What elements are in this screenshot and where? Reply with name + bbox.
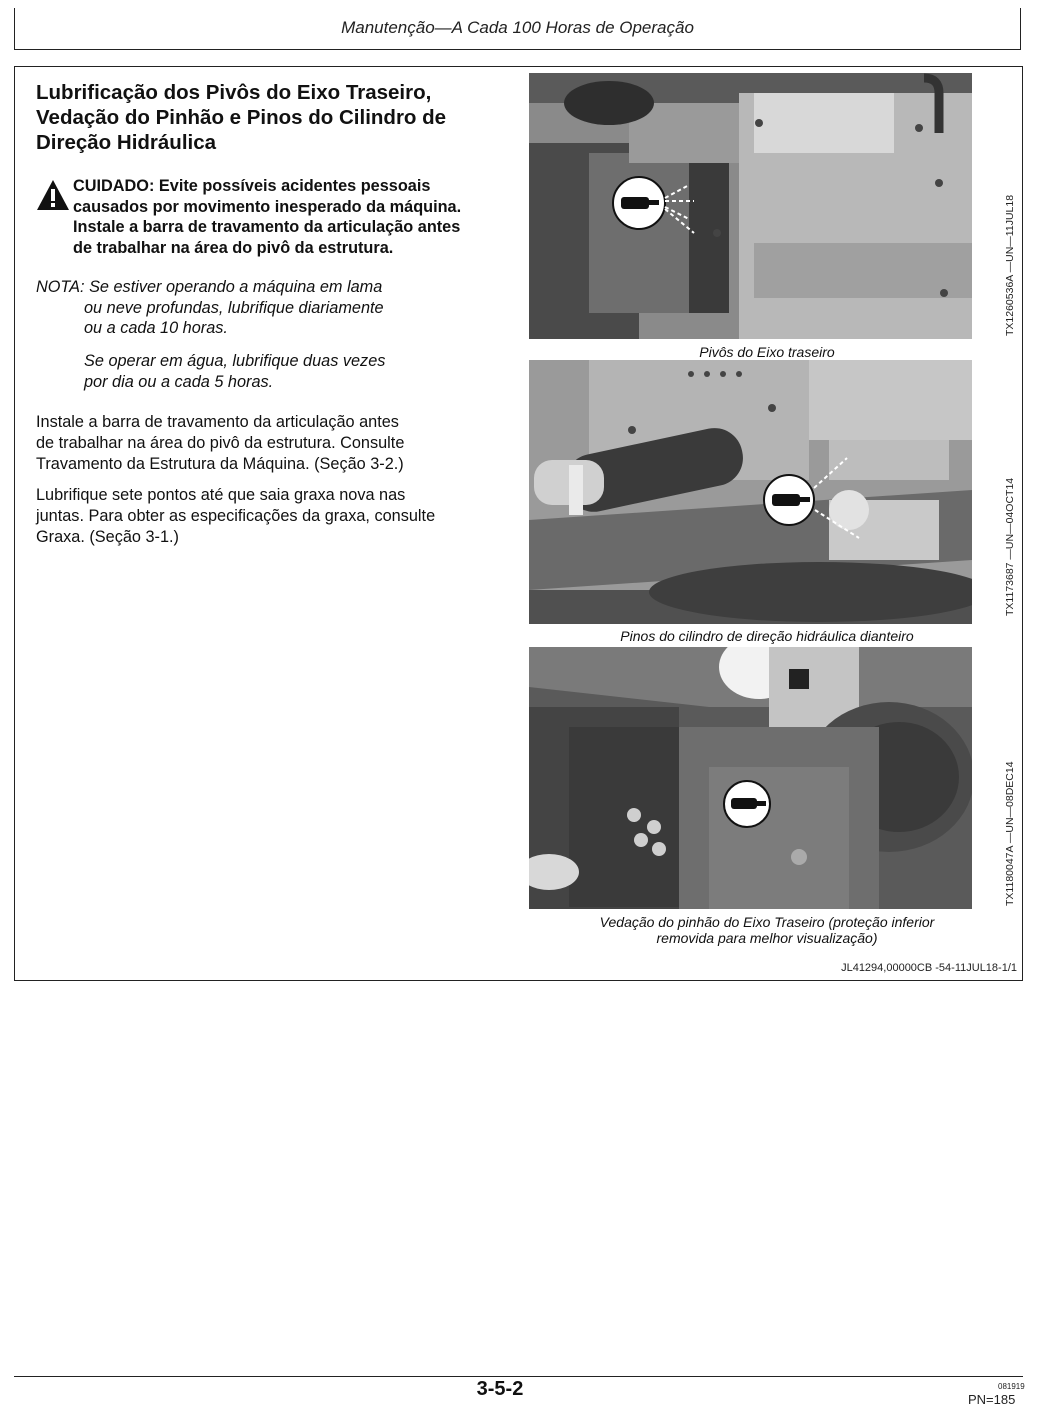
- footer-date-code: 081919: [998, 1382, 1025, 1391]
- note-mud-snow: [36, 277, 456, 339]
- paragraph-line: Graxa. (Seção 3-1.): [36, 528, 179, 546]
- caution-line: Instale a barra de travamento da articulação antes: [73, 218, 461, 237]
- paragraph-line: juntas. Para obter as especificações da graxa, consulte: [36, 507, 436, 525]
- footer-pn: PN=185: [968, 1392, 1016, 1407]
- figure-caption: Pivôs do Eixo traseiro: [699, 344, 835, 360]
- figure-caption: [529, 914, 1005, 946]
- document-reference: JL41294,00000CB -54-11JUL18-1/1: [841, 962, 1017, 974]
- caution-line: causados por movimento inesperado da máquina.: [73, 197, 462, 216]
- note-line: NOTA: Se estiver operando a máquina em lama: [36, 278, 383, 296]
- header-rule-bottom: [14, 49, 1021, 50]
- section-title: [36, 80, 516, 155]
- figure-code: TX1173687 —UN—04OCT14: [1004, 477, 1016, 616]
- note-line: Se operar em água, lubrifique duas vezes: [84, 352, 386, 370]
- running-head: Manutenção—A Cada 100 Horas de Operação: [341, 18, 694, 37]
- paragraph-lock-bar: [36, 412, 516, 475]
- figure-code: TX1260536A —UN—11JUL18: [1004, 194, 1016, 336]
- paragraph-line: de trabalhar na área do pivô da estrutura. Consulte: [36, 434, 405, 452]
- footer-rule: [14, 1376, 1023, 1377]
- paragraph-line: Instale a barra de travamento da articulação antes: [36, 413, 399, 431]
- paragraph-line: Travamento da Estrutura da Máquina. (Seção 3-2.): [36, 455, 404, 473]
- warning-icon: [36, 178, 70, 212]
- paragraph-lubricate: [36, 485, 516, 548]
- photo-rear-axle-pivots: [529, 73, 972, 339]
- caution-line: de trabalhar na área do pivô da estrutura.: [73, 238, 394, 257]
- note-line: ou a cada 10 horas.: [84, 319, 228, 337]
- caption-line: removida para melhor visualização): [656, 930, 878, 946]
- title-line: Vedação do Pinhão e Pinos do Cilindro de: [36, 106, 447, 129]
- page-number: 3-5-2: [476, 1378, 524, 1400]
- note-water: [84, 351, 454, 392]
- note-line: ou neve profundas, lubrifique diariamente: [84, 298, 384, 317]
- figure-caption: Pinos do cilindro de direção hidráulica dianteiro: [620, 628, 914, 644]
- title-line: Direção Hidráulica: [36, 131, 217, 154]
- photo-pinion-seal: [529, 647, 972, 909]
- caution-line: CUIDADO: Evite possíveis acidentes pessoais: [73, 177, 431, 195]
- paragraph-line: Lubrifique sete pontos até que saia graxa nova nas: [36, 486, 406, 504]
- photo-steering-cylinder-pins: [529, 360, 972, 624]
- title-line: Lubrificação dos Pivôs do Eixo Traseiro,: [36, 81, 432, 104]
- caption-line: Vedação do pinhão do Eixo Traseiro (proteção inferior: [599, 914, 935, 930]
- note-line: por dia ou a cada 5 horas.: [84, 372, 274, 391]
- caution-block: [36, 176, 516, 258]
- figure-code: TX1180047A —UN—08DEC14: [1004, 761, 1016, 906]
